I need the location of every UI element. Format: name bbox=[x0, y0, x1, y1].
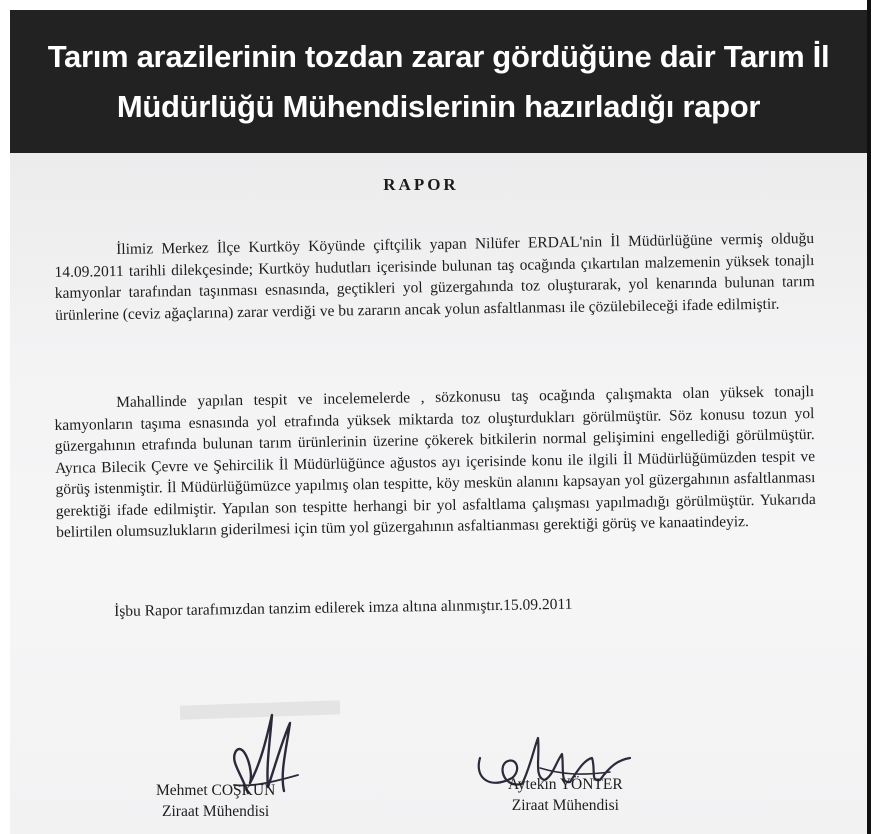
report-paragraph-3: İşbu Rapor tarafımızdan tanzim edilerek imza altına alınmıştır.15.09.2011 bbox=[114, 595, 573, 620]
report-title: RAPOR bbox=[383, 175, 459, 194]
headline-line-1: Tarım arazilerinin tozdan zarar gördüğüne dair Tarım İl bbox=[47, 38, 830, 74]
signatory-right-title: Ziraat Mühendisi bbox=[511, 797, 619, 814]
scanned-report-page bbox=[10, 153, 867, 834]
headline bbox=[28, 32, 850, 132]
signatory-left bbox=[156, 780, 275, 822]
top-border bbox=[0, 0, 871, 10]
headline-banner bbox=[10, 10, 867, 153]
report-paragraph-2: Mahallinde yapılan tespit ve incelemelerde , sözkonusu taş ocağında çalışmakta olan yüksek tonajlı kamyonların taşıma esnasında yol etrafında yüksek miktarda toz oluşturdukları görülmüştür. Söz konusu tozun yol güzergahının etrafında bulunan tarım ürünlerinin üzerine çökerek bitkilerin normal gelişimini engellediği görülmüştür. Ayrıca Bilecik Çevre ve Şehircilik İl Müdürlüğünce ağustos ayı içerisinde konu ile ilgili İl Müdürlüğümüzden tespit ve görüş istenmiştir. İl Müdürlüğümüzce yapılmış olan tespitte, köy meskün alanını kapsayan yol güzergahının asfaltlanması gerektiği ifade edilmiştir. Yapılan son tespitte herhangi bir yol asfaltlama çalışması yapılmadığı görülmüştür. Yukarıda belirtilen olumsuzlukların giderilmesi için tüm yol güzergahının asfaltianması gerektiği görüş ve kanaatindeyiz. bbox=[54, 383, 816, 541]
headline-line-2: Müdürlüğü Mühendislerinin hazırladığı rapor bbox=[116, 88, 761, 124]
report-paragraph-1: İlimiz Merkez İlçe Kurtköy Köyünde çiftçilik yapan Nilüfer ERDAL'nin İl Müdürlüğüne vermiş olduğu 14.09.2011 tarihli dilekçesinde; Kurtköy hudutları içerisinde bulunan taş ocağında çıkartılan malzemenin yüksek tonajlı kamyonlar tarafından taşınması esnasında, geçtikleri yol güzergahında toz oluşturarak, yol kenarında bulunan tarım ürünlerine (ceviz ağaçlarına) zarar verdiği ve bu zararın ancak yolun asfaltlanması ile çözülebileceği ifade edilmiştir. bbox=[54, 230, 815, 324]
signatory-right-name: Aytekin YÖNTER bbox=[508, 776, 623, 793]
signatory-left-title: Ziraat Mühendisi bbox=[162, 803, 270, 820]
signatory-right bbox=[508, 774, 623, 816]
right-edge-strip bbox=[867, 0, 871, 834]
signatory-left-name: Mehmet COŞKUN bbox=[156, 782, 276, 799]
